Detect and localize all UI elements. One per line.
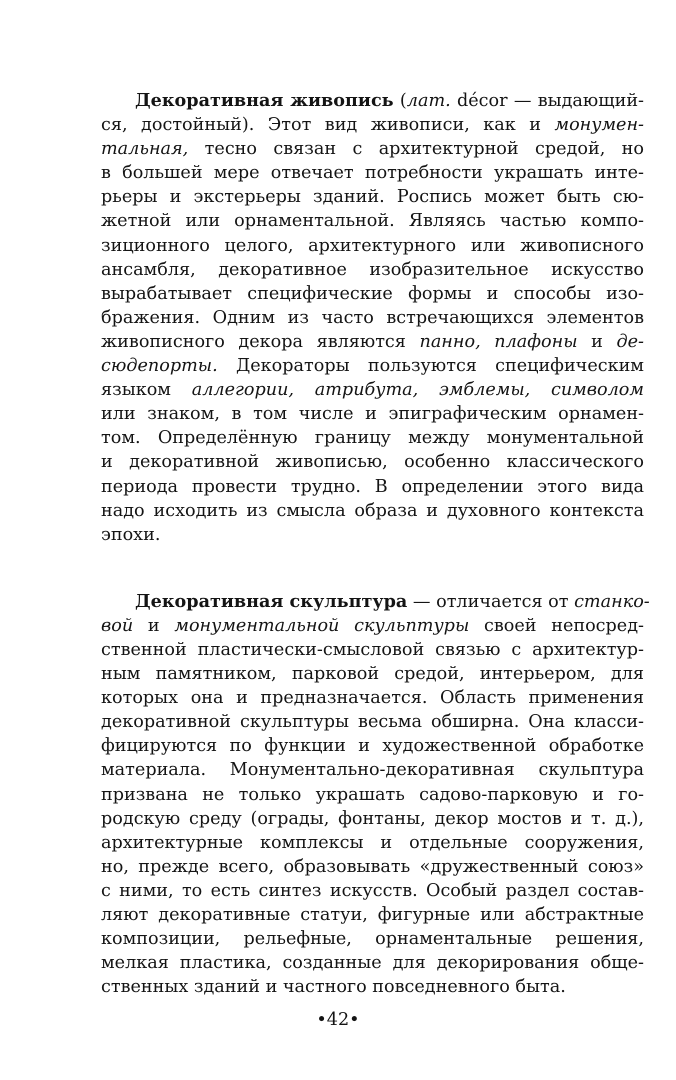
italic-term: станко- — [574, 591, 650, 612]
text-run: ственных зданий и частного повседневного быта. — [101, 977, 566, 998]
text-run: ным памятником, парковой средой, интерьером, для — [101, 664, 644, 685]
text-run: но, прежде всего, образовывать «дружественный союз» — [101, 856, 644, 877]
text-run: которых она и предназначается. Область применения — [101, 688, 644, 709]
paragraph-gap — [101, 547, 644, 590]
text-run: надо исходить из смысла образа и духовного контекста — [101, 500, 644, 521]
page-number: •42• — [316, 1010, 360, 1030]
text-line — [101, 137, 644, 161]
bold-term: Декоративная скульптура — [135, 590, 408, 612]
text-run: рьеры и экстерьеры зданий. Роспись может быть сю- — [101, 187, 644, 208]
text-run: в большей мере отвечает потребности украшать инте- — [101, 163, 644, 184]
text-run: с ними, то есть синтез искусств. Особый раздел состав- — [101, 880, 644, 901]
text-run: мелкая пластика, созданные для декорирования обще- — [101, 953, 644, 974]
text-line — [101, 378, 644, 402]
text-line — [101, 903, 644, 927]
text-body — [101, 89, 650, 999]
text-line — [101, 185, 644, 209]
text-line — [101, 354, 644, 378]
text-run: композиции, рельефные, орнаментальные решения, — [101, 929, 644, 950]
text-line — [101, 807, 644, 831]
text-line — [101, 450, 644, 474]
text-line — [101, 499, 644, 523]
italic-term: монументальной скульптуры — [174, 615, 470, 636]
text-run: и — [577, 331, 617, 352]
text-line — [101, 330, 644, 354]
text-line — [101, 306, 644, 330]
text-line — [101, 927, 644, 951]
text-run: архитектурные комплексы и отдельные сооружения, — [101, 832, 644, 853]
italic-term: аллегории, атрибута, эмблемы, символом — [191, 380, 644, 401]
italic-term: панно, плафоны — [419, 331, 578, 352]
text-line — [101, 951, 644, 975]
text-run: вырабатывает специфические формы и способы изо- — [101, 283, 644, 304]
italic-term: тальная, — [101, 139, 189, 160]
italic-term: сюдепорты. — [101, 356, 218, 377]
text-line — [101, 638, 644, 662]
text-run: ( — [393, 91, 407, 111]
italic-term: лат. — [406, 91, 451, 111]
text-run: ся, достойный). Этот вид живописи, как и — [101, 115, 555, 136]
text-run: материала. Монументально-декоративная скульптура — [101, 760, 644, 781]
text-run: и — [133, 615, 175, 636]
text-line — [101, 590, 650, 614]
text-run: родскую среду (ограды, фонтаны, декор мостов и т. д.), — [101, 808, 644, 829]
text-run: своей непосред- — [469, 615, 644, 636]
text-run: ляют декоративные статуи, фигурные или абстрактные — [101, 905, 644, 925]
text-run: — отличается от — [407, 591, 575, 612]
text-line — [101, 89, 644, 113]
paragraph — [101, 590, 650, 1000]
text-run: фицируются по функции и художественной обработке — [101, 736, 644, 757]
text-run: зиционного целого, архитектурного или живописного — [101, 235, 644, 256]
text-line — [101, 234, 644, 258]
text-line — [101, 710, 644, 734]
text-line — [101, 734, 644, 758]
text-run: и декоративной живописью, особенно классического — [101, 452, 644, 473]
italic-term: вой — [101, 615, 134, 636]
text-run: décor — выдающий- — [450, 91, 644, 111]
italic-term: монумен- — [554, 115, 644, 136]
text-run: бражения. Одним из часто встречающихся элементов — [101, 307, 644, 328]
text-line — [101, 475, 644, 499]
text-run: ственной пластически-смысловой связью с архитектур- — [101, 639, 644, 660]
text-line — [101, 686, 644, 710]
text-line — [101, 402, 644, 426]
text-line — [101, 879, 644, 903]
text-run: Декораторы пользуются специфическим — [217, 356, 644, 377]
text-run: ансамбля, декоративное изобразительное искусство — [101, 259, 644, 280]
text-line — [101, 783, 644, 807]
text-line — [101, 758, 644, 782]
text-run: тесно связан с архитектурной средой, но — [188, 139, 644, 160]
bold-term: Декоративная живопись — [135, 90, 394, 111]
text-line — [101, 426, 644, 450]
text-run: или знаком, в том числе и эпиграфическим орнамен- — [101, 404, 644, 425]
text-run: том. Определённую границу между монументальной — [101, 428, 644, 449]
text-line — [101, 855, 644, 879]
text-run: декоративной скульптуры весьма обширна. Она класси- — [101, 712, 644, 733]
text-line — [101, 161, 644, 185]
text-line — [101, 662, 644, 686]
text-run: эпохи. — [101, 524, 161, 545]
italic-term: де- — [616, 331, 644, 352]
text-line — [101, 282, 644, 306]
text-run: призвана не только украшать садово-парковую и го- — [101, 784, 644, 805]
text-line — [101, 831, 644, 855]
text-run: языком — [101, 380, 192, 401]
text-line — [101, 523, 644, 547]
text-run: периода провести трудно. В определении этого вида — [101, 476, 644, 497]
text-line — [101, 113, 644, 137]
text-line — [101, 258, 644, 282]
text-run: живописного декора являются — [101, 331, 420, 352]
text-line — [101, 209, 644, 233]
text-run: жетной или орнаментальной. Являясь частью компо- — [101, 211, 644, 232]
paragraph — [101, 89, 644, 547]
text-line — [101, 614, 644, 638]
text-line — [101, 975, 644, 999]
